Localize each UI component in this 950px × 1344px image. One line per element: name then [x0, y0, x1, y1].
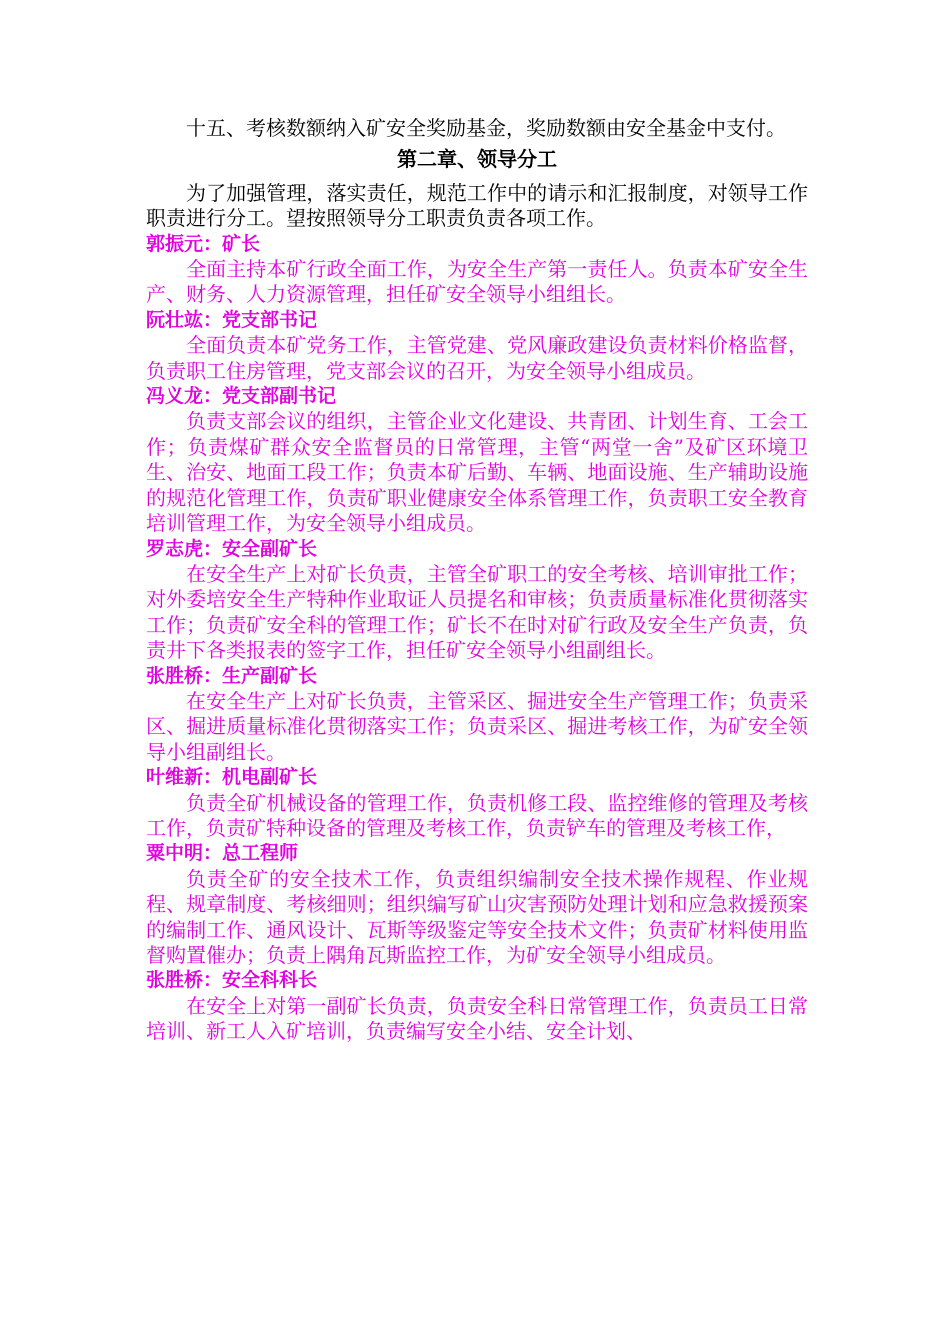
leader-duties: 在安全生产上对矿长负责，主管全矿职工的安全考核、培训审批工作；对外委培安全生产特种作业取证人员提名和审核；负责质量标准化贯彻落实工作；负责矿安全科的管理工作；矿长不在时对矿行政及安全生产负责，负责井下各类报表的签字工作，担任矿安全领导小组副组长。 [146, 561, 808, 663]
leader-heading: 冯义龙：党支部副书记 [146, 385, 337, 408]
leader-heading: 叶维新：机电副矿长 [146, 766, 318, 789]
leader-heading: 罗志虎：安全副矿长 [146, 537, 318, 560]
leader-heading: 郭振元：矿长 [146, 232, 261, 255]
leader-entry [146, 384, 808, 536]
leader-heading: 张胜桥：安全科科长 [146, 969, 318, 992]
leader-duties: 全面负责本矿党务工作，主管党建、党风廉政建设负责材料价格监督，负责职工住房管理，党支部会议的召开，为安全领导小组成员。 [146, 333, 808, 383]
leader-duties: 在安全上对第一副矿长负责，负责安全科日常管理工作，负责员工日常培训、新工人入矿培训，负责编写安全小结、安全计划、 [146, 993, 808, 1044]
leader-entry [146, 841, 808, 968]
leader-entry [146, 968, 808, 1044]
leader-heading: 阮壮竑：党支部书记 [146, 308, 318, 331]
leader-entry [146, 664, 808, 766]
chapter-title: 第二章、领导分工 [397, 147, 557, 172]
leader-heading: 粟中明：总工程师 [146, 842, 299, 865]
leader-entry [146, 765, 808, 841]
intro-paragraph: 十五、考核数额纳入矿安全奖励基金，奖励数额由安全基金中支付。 [186, 116, 786, 140]
leader-duties: 负责全矿机械设备的管理工作，负责机修工段、监控维修的管理及考核工作，负责矿特种设备的管理及考核工作，负责铲车的管理及考核工作， [146, 790, 808, 840]
leader-entry [146, 232, 808, 308]
chapter-intro: 为了加强管理，落实责任，规范工作中的请示和汇报制度，对领导工作职责进行分工。望按照领导分工职责负责各项工作。 [146, 180, 808, 231]
leader-entry [146, 537, 808, 664]
leader-heading: 张胜桥：生产副矿长 [146, 664, 318, 687]
leader-entry [146, 308, 808, 384]
leader-duties: 负责全矿的安全技术工作，负责组织编制安全技术操作规程、作业规程、规章制度、考核细则；组织编写矿山灾害预防处理计划和应急救援预案的编制工作、通风设计、瓦斯等级鉴定等安全技术文件；负责矿材料使用监督购置催办；负责上隅角瓦斯监控工作，为矿安全领导小组成员。 [146, 866, 808, 967]
leader-duties: 全面主持本矿行政全面工作，为安全生产第一责任人。负责本矿安全生产、财务、人力资源管理，担任矿安全领导小组组长。 [146, 257, 808, 307]
leader-duties: 在安全生产上对矿长负责，主管采区、掘进安全生产管理工作；负责采区、掘进质量标准化贯彻落实工作；负责采区、掘进考核工作，为矿安全领导小组副组长。 [146, 688, 808, 764]
leader-duties: 负责支部会议的组织，主管企业文化建设、共青团、计划生育、工会工作；负责煤矿群众安全监督员的日常管理，主管“两堂一舍”及矿区环境卫生、治安、地面工段工作；负责本矿后勤、车辆、地面设施、生产辅助设施的规范化管理工作，负责矿职业健康安全体系管理工作，负责职工安全教育培训管理工作，为安全领导小组成员。 [146, 409, 808, 536]
document-page [146, 116, 808, 1045]
leader-section [146, 232, 808, 1045]
